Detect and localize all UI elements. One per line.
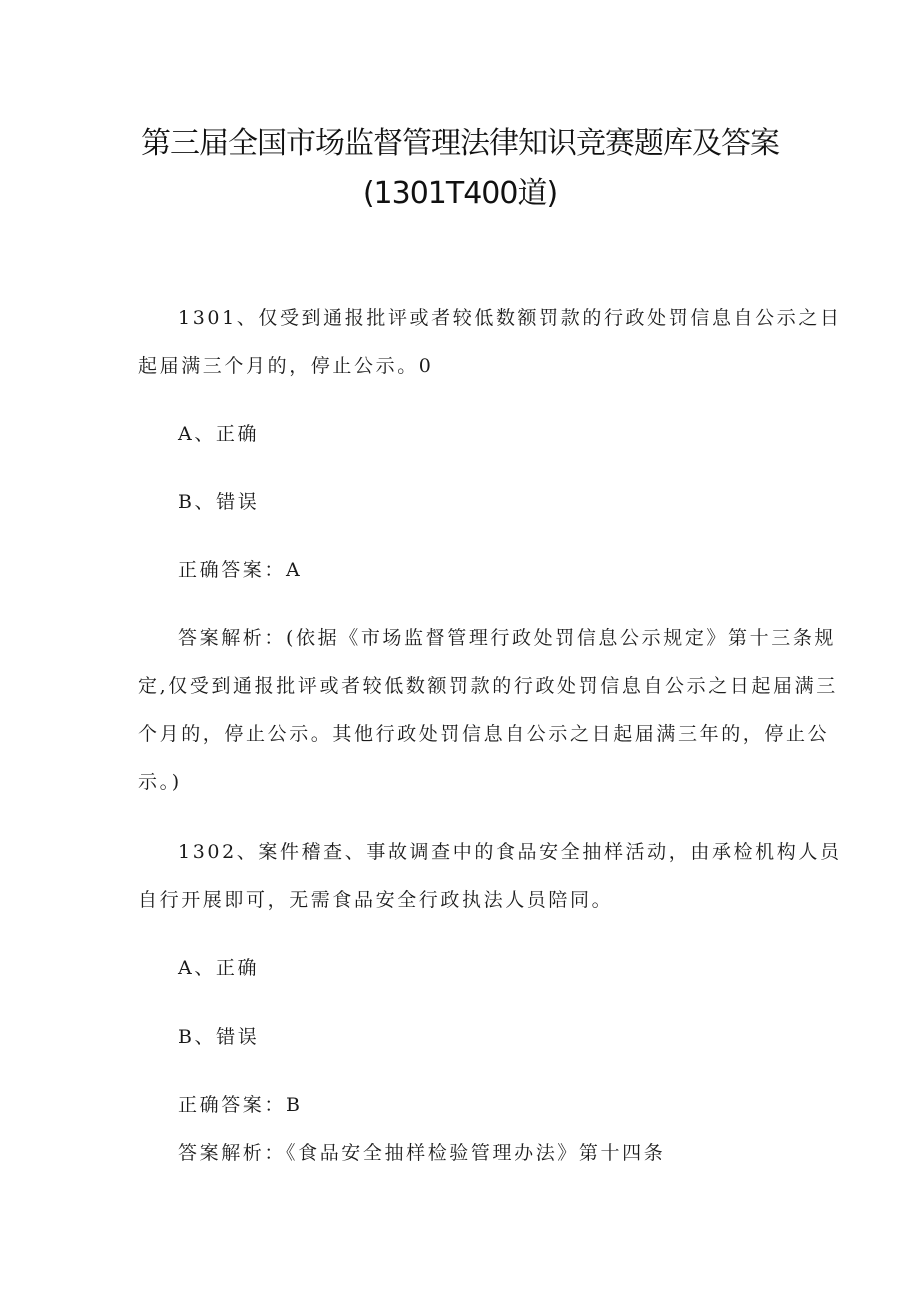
question-1301-analysis-line-1: 答案解析：(依据《市场监督管理行政处罚信息公示规定》第十三条规 — [178, 627, 837, 649]
question-1301-analysis-line-4: 示。) — [138, 771, 182, 793]
document-title-line-2: (1301T400道) — [362, 176, 558, 211]
question-1301-option-a: A、正确 — [178, 423, 260, 445]
question-1301-answer: 正确答案：A — [178, 559, 303, 581]
question-1301-text-line-2: 起届满三个月的，停止公示。0 — [138, 355, 434, 377]
question-1302-text-line-1: 1302、案件稽查、事故调查中的食品安全抽样活动，由承检机构人员 — [178, 841, 842, 863]
question-1302-option-b: B、错误 — [178, 1026, 260, 1048]
question-1301-analysis-line-2: 定,仅受到通报批评或者较低数额罚款的行政处罚信息自公示之日起届满三 — [138, 675, 838, 697]
question-1301-text-line-1: 1301、仅受到通报批评或者较低数额罚款的行政处罚信息自公示之日 — [178, 307, 842, 329]
question-1302-option-a: A、正确 — [178, 957, 260, 979]
question-1302-answer: 正确答案：B — [178, 1094, 303, 1116]
document-title-line-1: 第三届全国市场监督管理法律知识竞赛题库及答案 — [141, 126, 779, 161]
question-1302-text-line-2: 自行开展即可，无需食品安全行政执法人员陪同。 — [138, 889, 614, 911]
question-1302-analysis-line-1: 答案解析：《食品安全抽样检验管理办法》第十四条 — [178, 1142, 666, 1164]
question-1301-option-b: B、错误 — [178, 491, 260, 513]
question-1301-analysis-line-3: 个月的，停止公示。其他行政处罚信息自公示之日起届满三年的，停止公 — [138, 723, 830, 745]
